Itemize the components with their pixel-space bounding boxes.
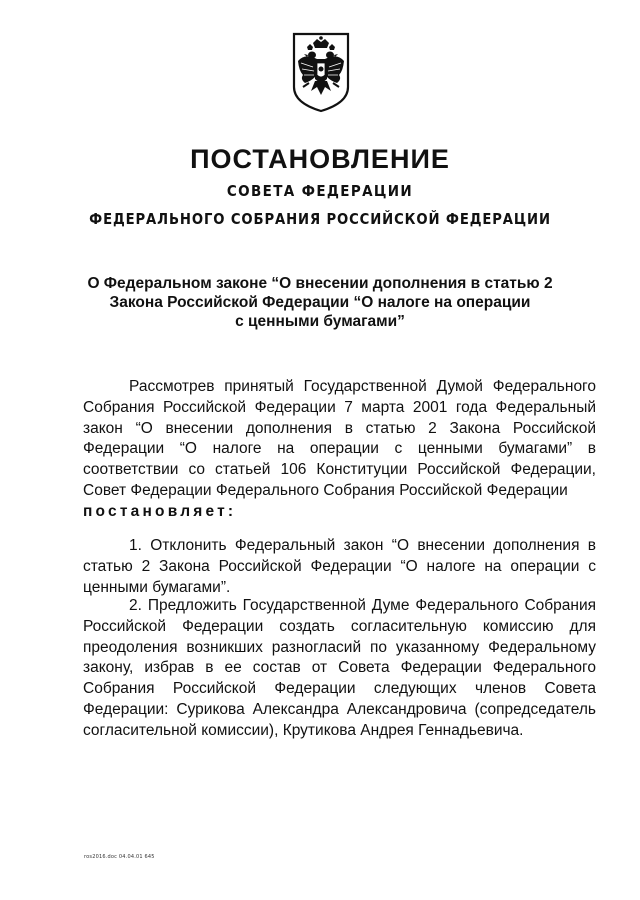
- file-footer: ros2016.doc 04.04.01 645: [84, 854, 155, 860]
- law-title-line1: О Федеральном законе “О внесении дополнения в статью 2: [87, 275, 553, 292]
- resolution-item-2: [83, 596, 596, 742]
- issuer-heading-line1: СОВЕТА ФЕДЕРАЦИИ: [226, 182, 414, 200]
- preamble-paragraph: [83, 377, 596, 523]
- law-title-line3: с ценными бумагами”: [235, 313, 405, 330]
- issuer-heading-line2: ФЕДЕРАЛЬНОГО СОБРАНИЯ РОССИЙСКОЙ ФЕДЕРАЦИИ: [89, 210, 551, 228]
- item-1-text: 1. Отклонить Федеральный закон “О внесении дополнения в статью 2 Закона Российской Федерации “О налоге на операции с ценными бумагами”.: [83, 537, 596, 596]
- coat-of-arms-icon: [291, 31, 351, 113]
- resolves-word: постановляет:: [83, 502, 237, 520]
- resolution-item-1: [83, 536, 596, 598]
- law-title: [60, 274, 580, 331]
- document-type-heading: ПОСТАНОВЛЕНИЕ: [190, 144, 450, 174]
- item-2-text: 2. Предложить Государственной Думе Федерального Собрания Российской Федерации создать согласительную комиссию для преодоления возникших разногласий по указанному Федеральному закону, избрав в ее состав от Совета Федерации Федерального Собрания Российской Федерации следующих членов Совета Федерации: Сурикова Александра Александровича (сопредседатель согласительной комиссии), Крутикова Андрея Геннадьевича.: [83, 597, 596, 739]
- preamble-text: Рассмотрев принятый Государственной Думой Федерального Собрания Российской Федерации 7 марта 2001 года Федеральный закон “О внесении дополнения в статью 2 Закона Российской Федерации “О налоге на операции с ценными бумагами” в соответствии со статьей 106 Конституции Российской Федерации, Совет Федерации Федерального Собрания Российской Федерации: [83, 378, 596, 499]
- law-title-line2: Закона Российской Федерации “О налоге на операции: [109, 294, 531, 311]
